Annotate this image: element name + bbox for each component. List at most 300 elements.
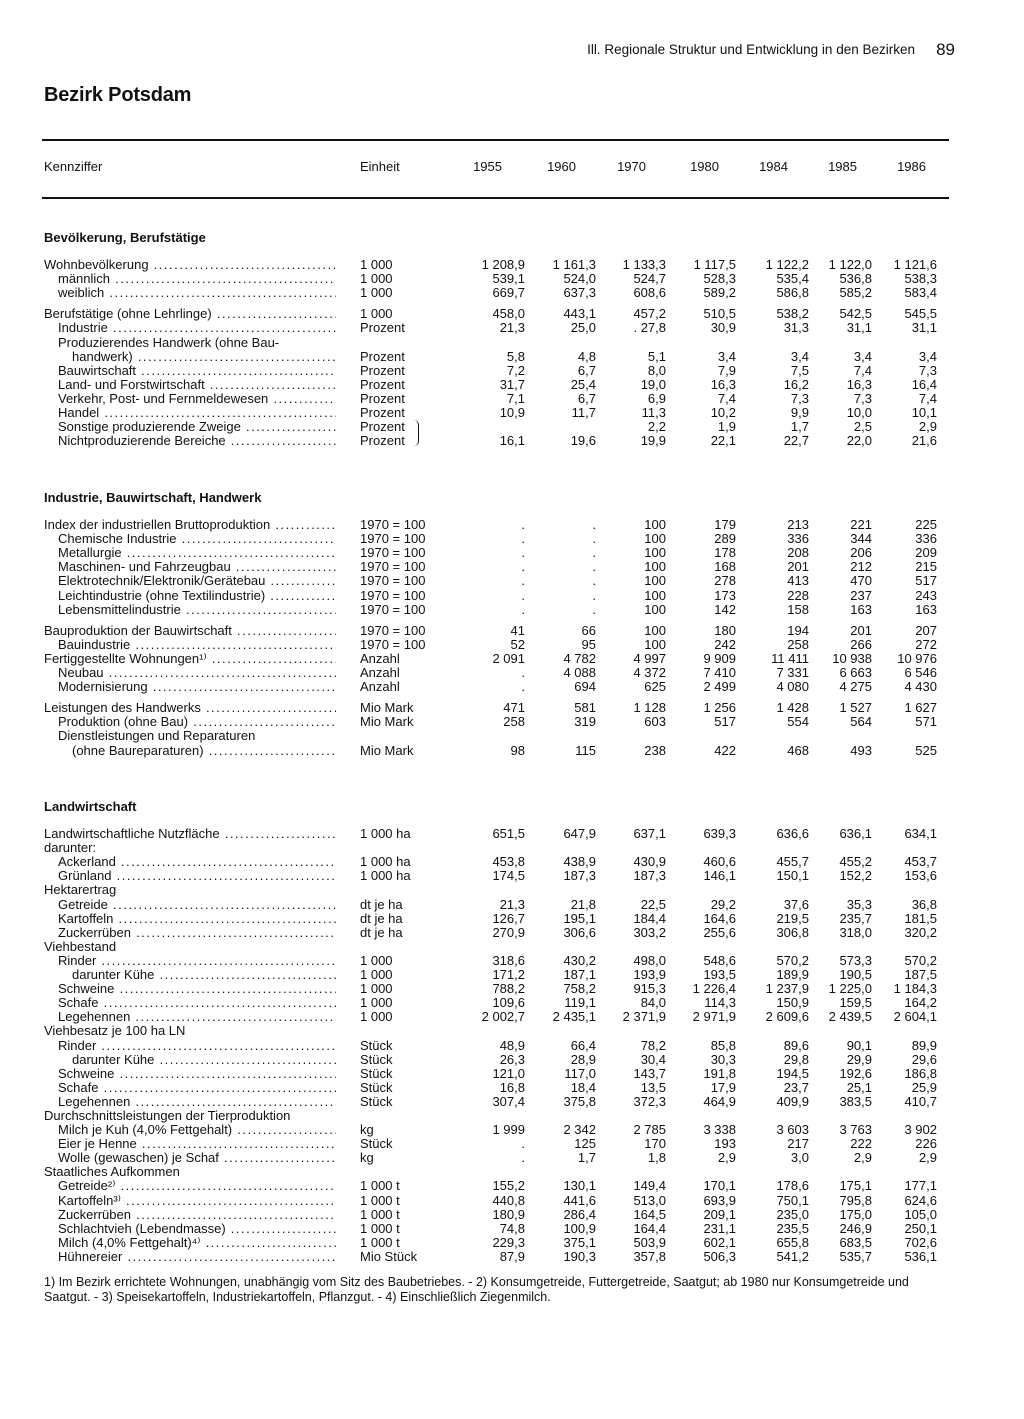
row-value: 90,1: [846, 1038, 872, 1053]
row-value: 143,7: [633, 1066, 666, 1081]
row-value: 163: [915, 602, 937, 617]
row-value: 100: [644, 602, 666, 617]
row-label: Getreide²⁾ .....: [58, 1179, 336, 1193]
row-unit: 1 000 t: [360, 1207, 400, 1222]
row-value: 78,2: [640, 1038, 666, 1053]
row-unit: 1 000 t: [360, 1235, 400, 1250]
row-label: Sonstige produzierende Zweige .....: [58, 420, 336, 434]
row-value: 100: [644, 623, 666, 638]
table-row: [0, 321, 1024, 335]
row-label: Modernisierung .....: [58, 680, 336, 694]
row-value: 1 226,4: [692, 981, 736, 996]
row-value: 16,3: [710, 377, 736, 392]
row-value: 16,2: [783, 377, 809, 392]
row-value: 5,1: [647, 349, 666, 364]
row-value: 4 782: [563, 651, 596, 666]
row-value: 30,3: [710, 1052, 736, 1067]
row-value: 625: [644, 679, 666, 694]
row-value: 750,1: [776, 1193, 809, 1208]
row-value: 585,2: [839, 285, 872, 300]
row-value: 430,2: [563, 953, 596, 968]
row-unit: 1 000: [360, 271, 393, 286]
row-value: 155,2: [492, 1178, 525, 1193]
row-unit: 1970 = 100: [360, 637, 426, 652]
row-value: 177,1: [904, 1178, 937, 1193]
row-value: 272: [915, 637, 937, 652]
row-value: 498,0: [633, 953, 666, 968]
row-value: 319: [574, 714, 596, 729]
row-unit: 1970 = 100: [360, 559, 426, 574]
row-value: 2,5: [853, 419, 872, 434]
row-unit: kg: [360, 1150, 374, 1165]
row-value: 2 971,9: [692, 1009, 736, 1024]
row-value: 524,7: [633, 271, 666, 286]
row-value: 639,3: [703, 826, 736, 841]
row-unit: Stück: [360, 1066, 393, 1081]
row-value: 603: [644, 714, 666, 729]
row-value: 10,1: [911, 405, 937, 420]
row-value: .: [521, 545, 525, 560]
row-value: 651,5: [492, 826, 525, 841]
row-label: darunter Kühe .....: [72, 1053, 336, 1067]
row-label: Kartoffeln³⁾ .....: [58, 1194, 336, 1208]
row-value: 238: [644, 743, 666, 758]
row-value: 16,1: [499, 433, 525, 448]
row-value: 158: [787, 602, 809, 617]
row-label: Kartoffeln .....: [58, 912, 336, 926]
table-row: [0, 272, 1024, 286]
row-unit: Prozent: [360, 405, 405, 420]
row-unit: 1 000 t: [360, 1178, 400, 1193]
row-value: 517: [714, 714, 736, 729]
row-value: 464,9: [703, 1094, 736, 1109]
row-unit: 1970 = 100: [360, 623, 426, 638]
row-label: darunter:: [44, 841, 97, 855]
row-value: 7,4: [717, 391, 736, 406]
table-row: [0, 1236, 1024, 1250]
running-head-title: Ill. Regionale Struktur und Entwicklung in den Bezirken: [587, 42, 915, 57]
row-value: 25,9: [911, 1080, 937, 1095]
table-row: [0, 1081, 1024, 1095]
row-label: Hühnereier .....: [58, 1250, 336, 1264]
row-value: 115: [575, 743, 596, 758]
row-value: 383,5: [839, 1094, 872, 1109]
table-row: [0, 518, 1024, 532]
row-value: 18,4: [570, 1080, 596, 1095]
row-unit: Prozent: [360, 433, 405, 448]
row-unit: 1 000: [360, 1009, 393, 1024]
row-value: 126,7: [492, 911, 525, 926]
row-value: 441,6: [563, 1193, 596, 1208]
row-value: 193: [714, 1136, 736, 1151]
row-value: 170,1: [703, 1178, 736, 1193]
row-value: 6 546: [904, 665, 937, 680]
row-value: 320,2: [904, 925, 937, 940]
row-value: 22,0: [846, 433, 872, 448]
row-value: 468: [787, 743, 809, 758]
row-value: 10,2: [710, 405, 736, 420]
row-unit: dt je ha: [360, 897, 403, 912]
row-value: 35,3: [846, 897, 872, 912]
row-value: 542,5: [839, 306, 872, 321]
row-value: 29,2: [710, 897, 736, 912]
row-unit: Mio Mark: [360, 743, 414, 758]
table-row: [0, 827, 1024, 841]
row-value: 455,2: [839, 854, 872, 869]
row-value: 22,1: [710, 433, 736, 448]
row-value: 222: [850, 1136, 872, 1151]
row-value: 289: [714, 531, 736, 546]
row-value: 25,1: [846, 1080, 872, 1095]
row-label: Chemische Industrie .....: [58, 532, 336, 546]
row-label: Ackerland .....: [58, 855, 336, 869]
row-value: 221: [850, 517, 872, 532]
row-value: 357,8: [633, 1249, 666, 1264]
table-row: [0, 1123, 1024, 1137]
row-value: 25,4: [570, 377, 596, 392]
row-value: 7 331: [776, 665, 809, 680]
row-value: 226: [915, 1136, 937, 1151]
row-value: 109,6: [492, 995, 525, 1010]
row-value: .: [521, 665, 525, 680]
row-value: 19,0: [640, 377, 666, 392]
row-value: 7,5: [790, 363, 809, 378]
row-value: 10,9: [499, 405, 525, 420]
row-label: Wohnbevölkerung .....: [44, 258, 336, 272]
row-value: 187,1: [563, 967, 596, 982]
row-value: 344: [850, 531, 872, 546]
row-value: 455,7: [776, 854, 809, 869]
row-value: 2 002,7: [481, 1009, 525, 1024]
row-value: . 27,8: [633, 320, 666, 335]
table-row: [0, 1151, 1024, 1165]
row-value: 225: [915, 517, 937, 532]
table-row: [0, 1039, 1024, 1053]
row-value: 173: [714, 588, 736, 603]
row-value: 164,4: [633, 1221, 666, 1236]
table-row: [0, 982, 1024, 996]
row-value: 89,9: [911, 1038, 937, 1053]
row-value: 541,2: [776, 1249, 809, 1264]
row-value: 74,8: [499, 1221, 525, 1236]
row-value: 237: [850, 588, 872, 603]
table-row: [0, 996, 1024, 1010]
row-label: Zuckerrüben .....: [58, 1208, 336, 1222]
row-value: 589,2: [703, 285, 736, 300]
row-value: 7,4: [918, 391, 937, 406]
row-unit: 1 000 t: [360, 1221, 400, 1236]
row-value: 258: [503, 714, 525, 729]
row-value: 36,8: [911, 897, 937, 912]
row-value: 1 117,5: [693, 257, 736, 272]
row-unit: Prozent: [360, 391, 405, 406]
row-value: 637,3: [563, 285, 596, 300]
row-value: 524,0: [563, 271, 596, 286]
row-value: 215: [915, 559, 937, 574]
row-value: 1,7: [790, 419, 809, 434]
row-label: Schweine .....: [58, 1067, 336, 1081]
row-value: 7,4: [853, 363, 872, 378]
row-value: 1 428: [776, 700, 809, 715]
row-label: Maschinen- und Fahrzeugbau .....: [58, 560, 336, 574]
table-row: [0, 406, 1024, 420]
row-value: 303,2: [633, 925, 666, 940]
row-unit: Mio Mark: [360, 714, 414, 729]
row-label: Fertiggestellte Wohnungen¹⁾ .....: [44, 652, 336, 666]
row-value: 1,9: [717, 419, 736, 434]
row-label: Staatliches Aufkommen: [44, 1165, 180, 1179]
row-value: 306,6: [563, 925, 596, 940]
row-value: .: [521, 517, 525, 532]
row-value: 7,3: [790, 391, 809, 406]
row-value: 438,9: [563, 854, 596, 869]
row-value: 29,8: [783, 1052, 809, 1067]
page-title: Bezirk Potsdam: [44, 84, 192, 106]
row-value: 146,1: [703, 868, 736, 883]
row-value: .: [521, 679, 525, 694]
table-row: [0, 729, 1024, 743]
row-label: Milch (4,0% Fettgehalt)⁴⁾ .....: [58, 1236, 336, 1250]
row-value: 510,5: [703, 306, 736, 321]
row-value: 21,3: [499, 897, 525, 912]
row-value: 1 121,6: [893, 257, 937, 272]
row-label: Bauproduktion der Bauwirtschaft .....: [44, 624, 336, 638]
table-row: [0, 392, 1024, 406]
row-value: .: [592, 531, 596, 546]
row-value: 1 128: [633, 700, 666, 715]
table-row: [0, 926, 1024, 940]
row-value: 178: [714, 545, 736, 560]
row-value: 306,8: [776, 925, 809, 940]
row-value: 209: [915, 545, 937, 560]
row-value: 212: [850, 559, 872, 574]
row-value: 5,8: [506, 349, 525, 364]
row-value: 2,9: [853, 1150, 872, 1165]
row-value: 517: [915, 573, 937, 588]
row-value: 3 603: [776, 1122, 809, 1137]
row-unit: 1 000: [360, 981, 393, 996]
row-value: 7,3: [918, 363, 937, 378]
row-value: 19,6: [570, 433, 596, 448]
row-value: 636,1: [839, 826, 872, 841]
row-value: 179: [714, 517, 736, 532]
row-unit: dt je ha: [360, 911, 403, 926]
row-value: 6,7: [577, 363, 596, 378]
table-row: [0, 841, 1024, 855]
row-value: 4,8: [577, 349, 596, 364]
table-row: [0, 1095, 1024, 1109]
table-header-rule: [42, 197, 949, 199]
row-label: Durchschnittsleistungen der Tierproduktion: [44, 1109, 291, 1123]
row-value: 554: [787, 714, 809, 729]
row-value: 2 439,5: [828, 1009, 872, 1024]
row-value: 194: [787, 623, 809, 638]
row-value: 457,2: [633, 306, 666, 321]
row-value: 201: [850, 623, 872, 638]
row-value: 375,1: [563, 1235, 596, 1250]
row-value: 243: [915, 588, 937, 603]
row-value: 255,6: [703, 925, 736, 940]
table-row: [0, 1010, 1024, 1024]
row-label: weiblich .....: [58, 286, 336, 300]
row-value: 152,2: [839, 868, 872, 883]
row-label: Rinder .....: [58, 1039, 336, 1053]
row-value: 174,5: [492, 868, 525, 883]
table-row: [0, 560, 1024, 574]
row-unit: 1 000 ha: [360, 868, 411, 883]
row-label: Legehennen .....: [58, 1095, 336, 1109]
table-row: [0, 940, 1024, 954]
row-value: 634,1: [904, 826, 937, 841]
row-value: 21,3: [499, 320, 525, 335]
row-unit: Prozent: [360, 377, 405, 392]
row-value: 6,7: [577, 391, 596, 406]
row-value: 100,9: [563, 1221, 596, 1236]
row-unit: Stück: [360, 1136, 393, 1151]
row-value: 100: [644, 588, 666, 603]
row-value: 191,8: [703, 1066, 736, 1081]
row-unit: Stück: [360, 1038, 393, 1053]
row-value: .: [521, 531, 525, 546]
row-label: Zuckerrüben .....: [58, 926, 336, 940]
row-value: 125: [574, 1136, 596, 1151]
table-row: [0, 954, 1024, 968]
row-value: 1 999: [492, 1122, 525, 1137]
row-value: 163: [850, 602, 872, 617]
running-head: [560, 40, 955, 60]
row-label: Metallurgie .....: [58, 546, 336, 560]
row-value: 1 225,0: [828, 981, 872, 996]
column-header-year: 1955: [473, 159, 502, 174]
row-value: .: [521, 1136, 525, 1151]
row-value: 538,2: [776, 306, 809, 321]
row-unit: Stück: [360, 1094, 393, 1109]
row-label: Bauindustrie .....: [58, 638, 336, 652]
row-value: 453,8: [492, 854, 525, 869]
row-value: 142: [714, 602, 736, 617]
row-value: 1 133,3: [622, 257, 666, 272]
table-row: [0, 855, 1024, 869]
row-value: 85,8: [710, 1038, 736, 1053]
row-unit: Anzahl: [360, 665, 400, 680]
column-header-year: 1985: [828, 159, 857, 174]
row-unit: Prozent: [360, 349, 405, 364]
row-value: 16,3: [846, 377, 872, 392]
table-row: [0, 434, 1024, 448]
row-value: 2 342: [563, 1122, 596, 1137]
row-value: 4 430: [904, 679, 937, 694]
row-value: 168: [714, 559, 736, 574]
row-value: 189,9: [776, 967, 809, 982]
row-value: 219,5: [776, 911, 809, 926]
row-unit: 1970 = 100: [360, 531, 426, 546]
row-value: 4 088: [563, 665, 596, 680]
table-row: [0, 701, 1024, 715]
row-value: 545,5: [904, 306, 937, 321]
row-value: 453,7: [904, 854, 937, 869]
row-label: Index der industriellen Bruttoproduktion .....: [44, 518, 336, 532]
row-value: 375,8: [563, 1094, 596, 1109]
row-value: 4 080: [776, 679, 809, 694]
row-value: 13,5: [640, 1080, 666, 1095]
row-value: 10,0: [846, 405, 872, 420]
row-value: 2 371,9: [622, 1009, 666, 1024]
row-label: Landwirtschaftliche Nutzfläche .....: [44, 827, 336, 841]
row-value: 2,9: [918, 419, 937, 434]
row-value: 758,2: [563, 981, 596, 996]
table-row: [0, 869, 1024, 883]
row-value: 228: [787, 588, 809, 603]
row-unit: 1 000 t: [360, 1193, 400, 1208]
row-value: 493: [850, 743, 872, 758]
row-value: 184,4: [633, 911, 666, 926]
row-value: 37,6: [783, 897, 809, 912]
row-value: 30,9: [710, 320, 736, 335]
row-value: 683,5: [839, 1235, 872, 1250]
table-row: [0, 680, 1024, 694]
row-unit: Mio Mark: [360, 700, 414, 715]
row-value: 187,5: [904, 967, 937, 982]
row-value: .: [592, 517, 596, 532]
row-value: 788,2: [492, 981, 525, 996]
row-value: .: [521, 1150, 525, 1165]
table-row: [0, 258, 1024, 272]
row-value: 637,1: [633, 826, 666, 841]
table-row: [0, 1165, 1024, 1179]
row-label: Getreide .....: [58, 898, 336, 912]
row-value: 190,5: [839, 967, 872, 982]
row-label: Eier je Henne .....: [58, 1137, 336, 1151]
row-value: 235,7: [839, 911, 872, 926]
row-value: 10 976: [897, 651, 937, 666]
row-value: 29,9: [846, 1052, 872, 1067]
table-row: [0, 638, 1024, 652]
row-value: 19,9: [640, 433, 666, 448]
page-number: 89: [936, 40, 955, 59]
table-row: [0, 336, 1024, 350]
row-value: 538,3: [904, 271, 937, 286]
row-unit: 1 000 ha: [360, 826, 411, 841]
row-value: 52: [510, 637, 525, 652]
row-value: 1,7: [577, 1150, 596, 1165]
table-row: [0, 420, 1024, 434]
row-value: 95: [581, 637, 596, 652]
row-value: 150,9: [776, 995, 809, 1010]
row-value: 250,1: [904, 1221, 937, 1236]
table-row: [0, 883, 1024, 897]
row-label: Neubau .....: [58, 666, 336, 680]
row-value: 3,0: [790, 1150, 809, 1165]
row-label: Land- und Forstwirtschaft .....: [58, 378, 336, 392]
row-value: 318,0: [839, 925, 872, 940]
row-value: 9 909: [703, 651, 736, 666]
row-value: 25,0: [570, 320, 596, 335]
row-value: 119,1: [564, 995, 596, 1010]
row-value: 318,6: [492, 953, 525, 968]
row-value: 3,4: [918, 349, 937, 364]
row-value: 178,6: [776, 1178, 809, 1193]
row-value: 3 902: [904, 1122, 937, 1137]
row-value: 187,3: [563, 868, 596, 883]
row-unit: 1 000: [360, 967, 393, 982]
table-row: [0, 546, 1024, 560]
row-value: 235,5: [776, 1221, 809, 1236]
row-value: 186,8: [904, 1066, 937, 1081]
row-value: 6,9: [647, 391, 666, 406]
row-value: 1 527: [839, 700, 872, 715]
table-row: [0, 378, 1024, 392]
row-value: 28,9: [570, 1052, 596, 1067]
